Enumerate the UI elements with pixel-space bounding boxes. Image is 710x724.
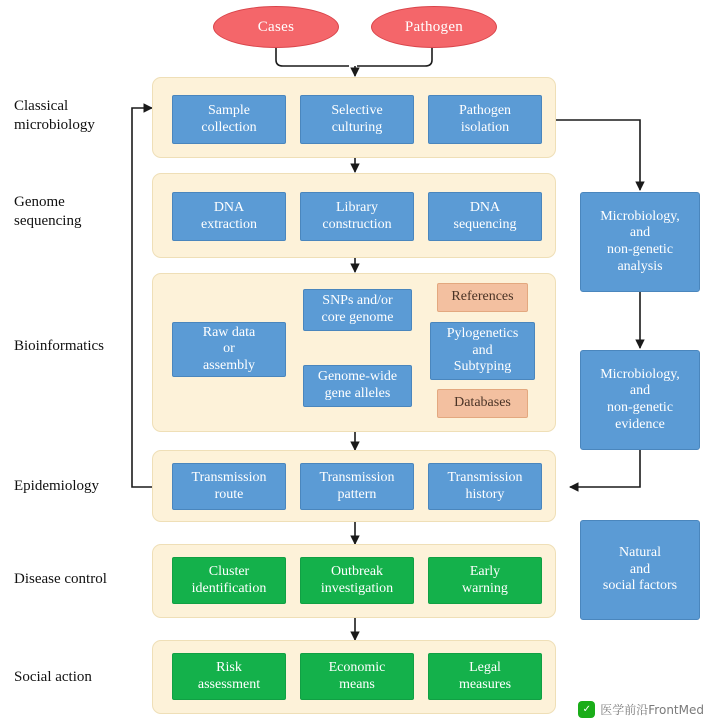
row-label-line2: sequencing: [14, 212, 82, 229]
node-line1: Sample: [207, 102, 250, 118]
node-economic-means[interactable]: [300, 653, 414, 700]
node-phylogenetics-and-subtyping[interactable]: [430, 322, 535, 380]
node-line1: Pylogenetics: [446, 326, 519, 342]
node-line2: history: [465, 486, 505, 502]
node-line1: Databases: [454, 395, 511, 411]
side-node-microbiology-non-genetic-evidence[interactable]: [580, 350, 700, 450]
node-line2: pattern: [337, 486, 377, 502]
node-sample-collection[interactable]: [172, 95, 286, 144]
node-line2: identification: [191, 580, 267, 596]
node-line1: Selective: [331, 102, 383, 118]
node-references[interactable]: [437, 283, 528, 312]
source-pathogen-label: Pathogen: [404, 18, 464, 35]
row-label-classical-microbiology: [14, 97, 134, 135]
node-line1: Microbiology,: [600, 208, 680, 224]
node-line1: Cluster: [208, 563, 250, 579]
node-line2: route: [214, 486, 244, 502]
row-label-line1: Genome: [14, 194, 65, 210]
node-line2: or: [223, 341, 235, 357]
node-dna-sequencing[interactable]: [428, 192, 542, 241]
row-label-line2: microbiology: [14, 116, 95, 133]
watermark: [578, 701, 704, 718]
watermark-text: 医学前沿FrontMed: [600, 703, 704, 717]
side-node-microbiology-non-genetic-analysis[interactable]: [580, 192, 700, 292]
row-label-line1: Bioinformatics: [14, 338, 104, 354]
node-legal-measures[interactable]: [428, 653, 542, 700]
source-cases-label: Cases: [257, 18, 295, 35]
row-label-line1: Social action: [14, 669, 92, 685]
node-line2: extraction: [201, 216, 257, 232]
node-early-warning[interactable]: [428, 557, 542, 604]
node-cluster-identification[interactable]: [172, 557, 286, 604]
node-line1: Transmission: [447, 469, 523, 485]
node-transmission-route[interactable]: [172, 463, 286, 510]
row-label-bioinformatics: [14, 337, 144, 356]
node-line1: Natural: [619, 545, 661, 561]
node-outbreak-investigation[interactable]: [300, 557, 414, 604]
node-risk-assessment[interactable]: [172, 653, 286, 700]
node-line1: Genome-wide: [317, 369, 398, 385]
node-line2: construction: [322, 216, 392, 232]
node-line2: investigation: [320, 580, 394, 596]
node-line2: warning: [462, 580, 508, 596]
node-line1: Outbreak: [330, 563, 384, 579]
node-line1: Economic: [328, 659, 386, 675]
node-transmission-pattern[interactable]: [300, 463, 414, 510]
node-line2: sequencing: [453, 216, 517, 232]
source-pathogen: [371, 6, 497, 48]
node-pathogen-isolation[interactable]: [428, 95, 542, 144]
node-line2: gene alleles: [324, 386, 391, 401]
node-line1: Early: [469, 563, 501, 579]
row-label-line1: Classical: [14, 98, 69, 114]
node-snps-core-genome[interactable]: [303, 289, 412, 331]
node-line3: non-genetic: [606, 242, 674, 257]
node-dna-extraction[interactable]: [172, 192, 286, 241]
row-label-disease-control: [14, 570, 154, 589]
node-line2: collection: [201, 119, 257, 135]
node-line2: and: [629, 561, 651, 577]
node-line2: assessment: [197, 676, 261, 692]
node-line1: Library: [336, 199, 378, 215]
node-line1: Transmission: [319, 469, 395, 485]
node-library-construction[interactable]: [300, 192, 414, 241]
node-line1: Pathogen: [458, 102, 512, 118]
node-line2: core genome: [321, 310, 394, 325]
node-raw-data-or-assembly[interactable]: [172, 322, 286, 377]
node-line1: Risk: [216, 659, 242, 675]
node-line2: and: [629, 383, 651, 399]
node-line1: Microbiology,: [600, 366, 680, 382]
node-line3: social factors: [602, 578, 678, 594]
node-line2: and: [629, 225, 651, 241]
node-line1: Legal: [469, 659, 501, 675]
node-line1: Raw data: [202, 324, 256, 340]
node-line1: Transmission: [191, 469, 267, 485]
node-line3: Subtyping: [453, 359, 512, 375]
node-line4: evidence: [615, 416, 665, 432]
source-cases: [213, 6, 339, 48]
node-genome-wide-gene-alleles[interactable]: [303, 365, 412, 407]
row-label-genome-sequencing: [14, 193, 134, 231]
node-line4: analysis: [617, 258, 663, 274]
node-line2: culturing: [331, 119, 383, 135]
row-label-line1: Epidemiology: [14, 478, 99, 494]
node-line1: DNA: [213, 199, 245, 215]
node-line2: means: [339, 676, 375, 692]
node-line2: isolation: [460, 119, 510, 135]
node-line1: References: [451, 289, 514, 305]
node-line2: measures: [458, 676, 512, 692]
node-databases[interactable]: [437, 389, 528, 418]
row-label-social-action: [14, 668, 154, 687]
watermark-badge-icon: ✓: [578, 701, 595, 718]
node-line1: SNPs and/or: [322, 293, 393, 309]
node-line2: and: [472, 342, 493, 358]
node-transmission-history[interactable]: [428, 463, 542, 510]
node-line3: assembly: [202, 357, 256, 373]
node-line1: DNA: [469, 199, 501, 215]
row-label-epidemiology: [14, 477, 144, 496]
row-label-line1: Disease control: [14, 571, 107, 587]
side-node-natural-and-social-factors[interactable]: [580, 520, 700, 620]
node-selective-culturing[interactable]: [300, 95, 414, 144]
node-line3: non-genetic: [606, 400, 674, 415]
